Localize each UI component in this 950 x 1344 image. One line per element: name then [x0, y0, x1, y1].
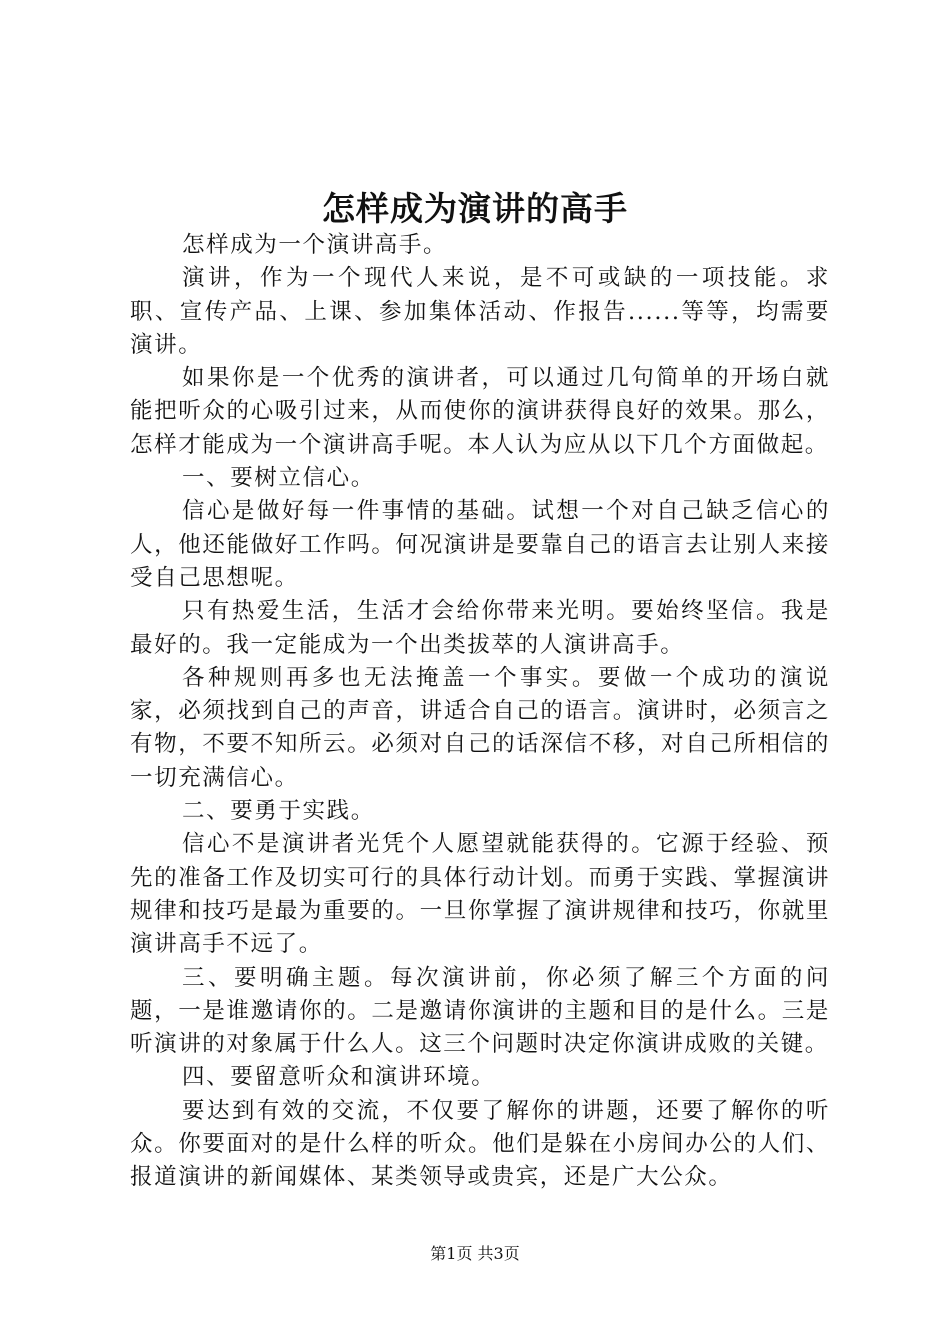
section-heading: 四、要留意听众和演讲环境。 — [182, 1064, 496, 1091]
paragraph: 怎样成为一个演讲高手。 — [182, 232, 448, 258]
paragraph: 如果你是一个优秀的演讲者，可以通过几句简单的开场白就能把听众的心吸引过来，从而使你的演讲获得良好的效果。那么，怎样才能成为一个演讲高手呢。本人认为应从以下几个方面做起。 — [130, 365, 830, 458]
page-footer: 第1页 共3页 — [430, 1244, 520, 1263]
paragraph: 信心不是演讲者光凭个人愿望就能获得的。它源于经验、预先的准备工作及切实可行的具体行动计划。而勇于实践、掌握演讲规律和技巧是最为重要的。一旦你掌握了演讲规律和技巧，你就里演讲高手不远了。 — [130, 831, 830, 958]
document-body — [130, 229, 830, 1195]
document-title: 怎样成为演讲的高手 — [322, 189, 628, 228]
paragraph: 要达到有效的交流，不仅要了解你的讲题，还要了解你的听众。你要面对的是什么样的听众。他们是躲在小房间办公的人们、报道演讲的新闻媒体、某类领导或贵宾，还是广大公众。 — [130, 1097, 830, 1191]
section-heading: 二、要勇于实践。 — [182, 798, 375, 825]
section-heading: 一、要树立信心。 — [182, 465, 375, 492]
paragraph: 演讲，作为一个现代人来说，是不可或缺的一项技能。求职、宣传产品、上课、参加集体活动、作报告......等等，均需要演讲。 — [130, 265, 830, 358]
paragraph: 各种规则再多也无法掩盖一个事实。要做一个成功的演说家，必须找到自己的声音，讲适合自己的语言。演讲时，必须言之有物，不要不知所云。必须对自己的话深信不移，对自己所相信的一切充满信心。 — [130, 664, 830, 791]
section-heading: 三、要明确主题。每次演讲前，你必须了解三个方面的问题，一是谁邀请你的。二是邀请你演讲的主题和目的是什么。三是听演讲的对象属于什么人。这三个问题时决定你演讲成败的关键。 — [130, 964, 830, 1058]
paragraph: 只有热爱生活，生活才会给你带来光明。要始终坚信。我是最好的。我一定能成为一个出类拔萃的人演讲高手。 — [130, 598, 830, 658]
paragraph: 信心是做好每一件事情的基础。试想一个对自己缺乏信心的人，他还能做好工作吗。何况演讲是要靠自己的语言去让别人来接受自己思想呢。 — [130, 498, 830, 591]
